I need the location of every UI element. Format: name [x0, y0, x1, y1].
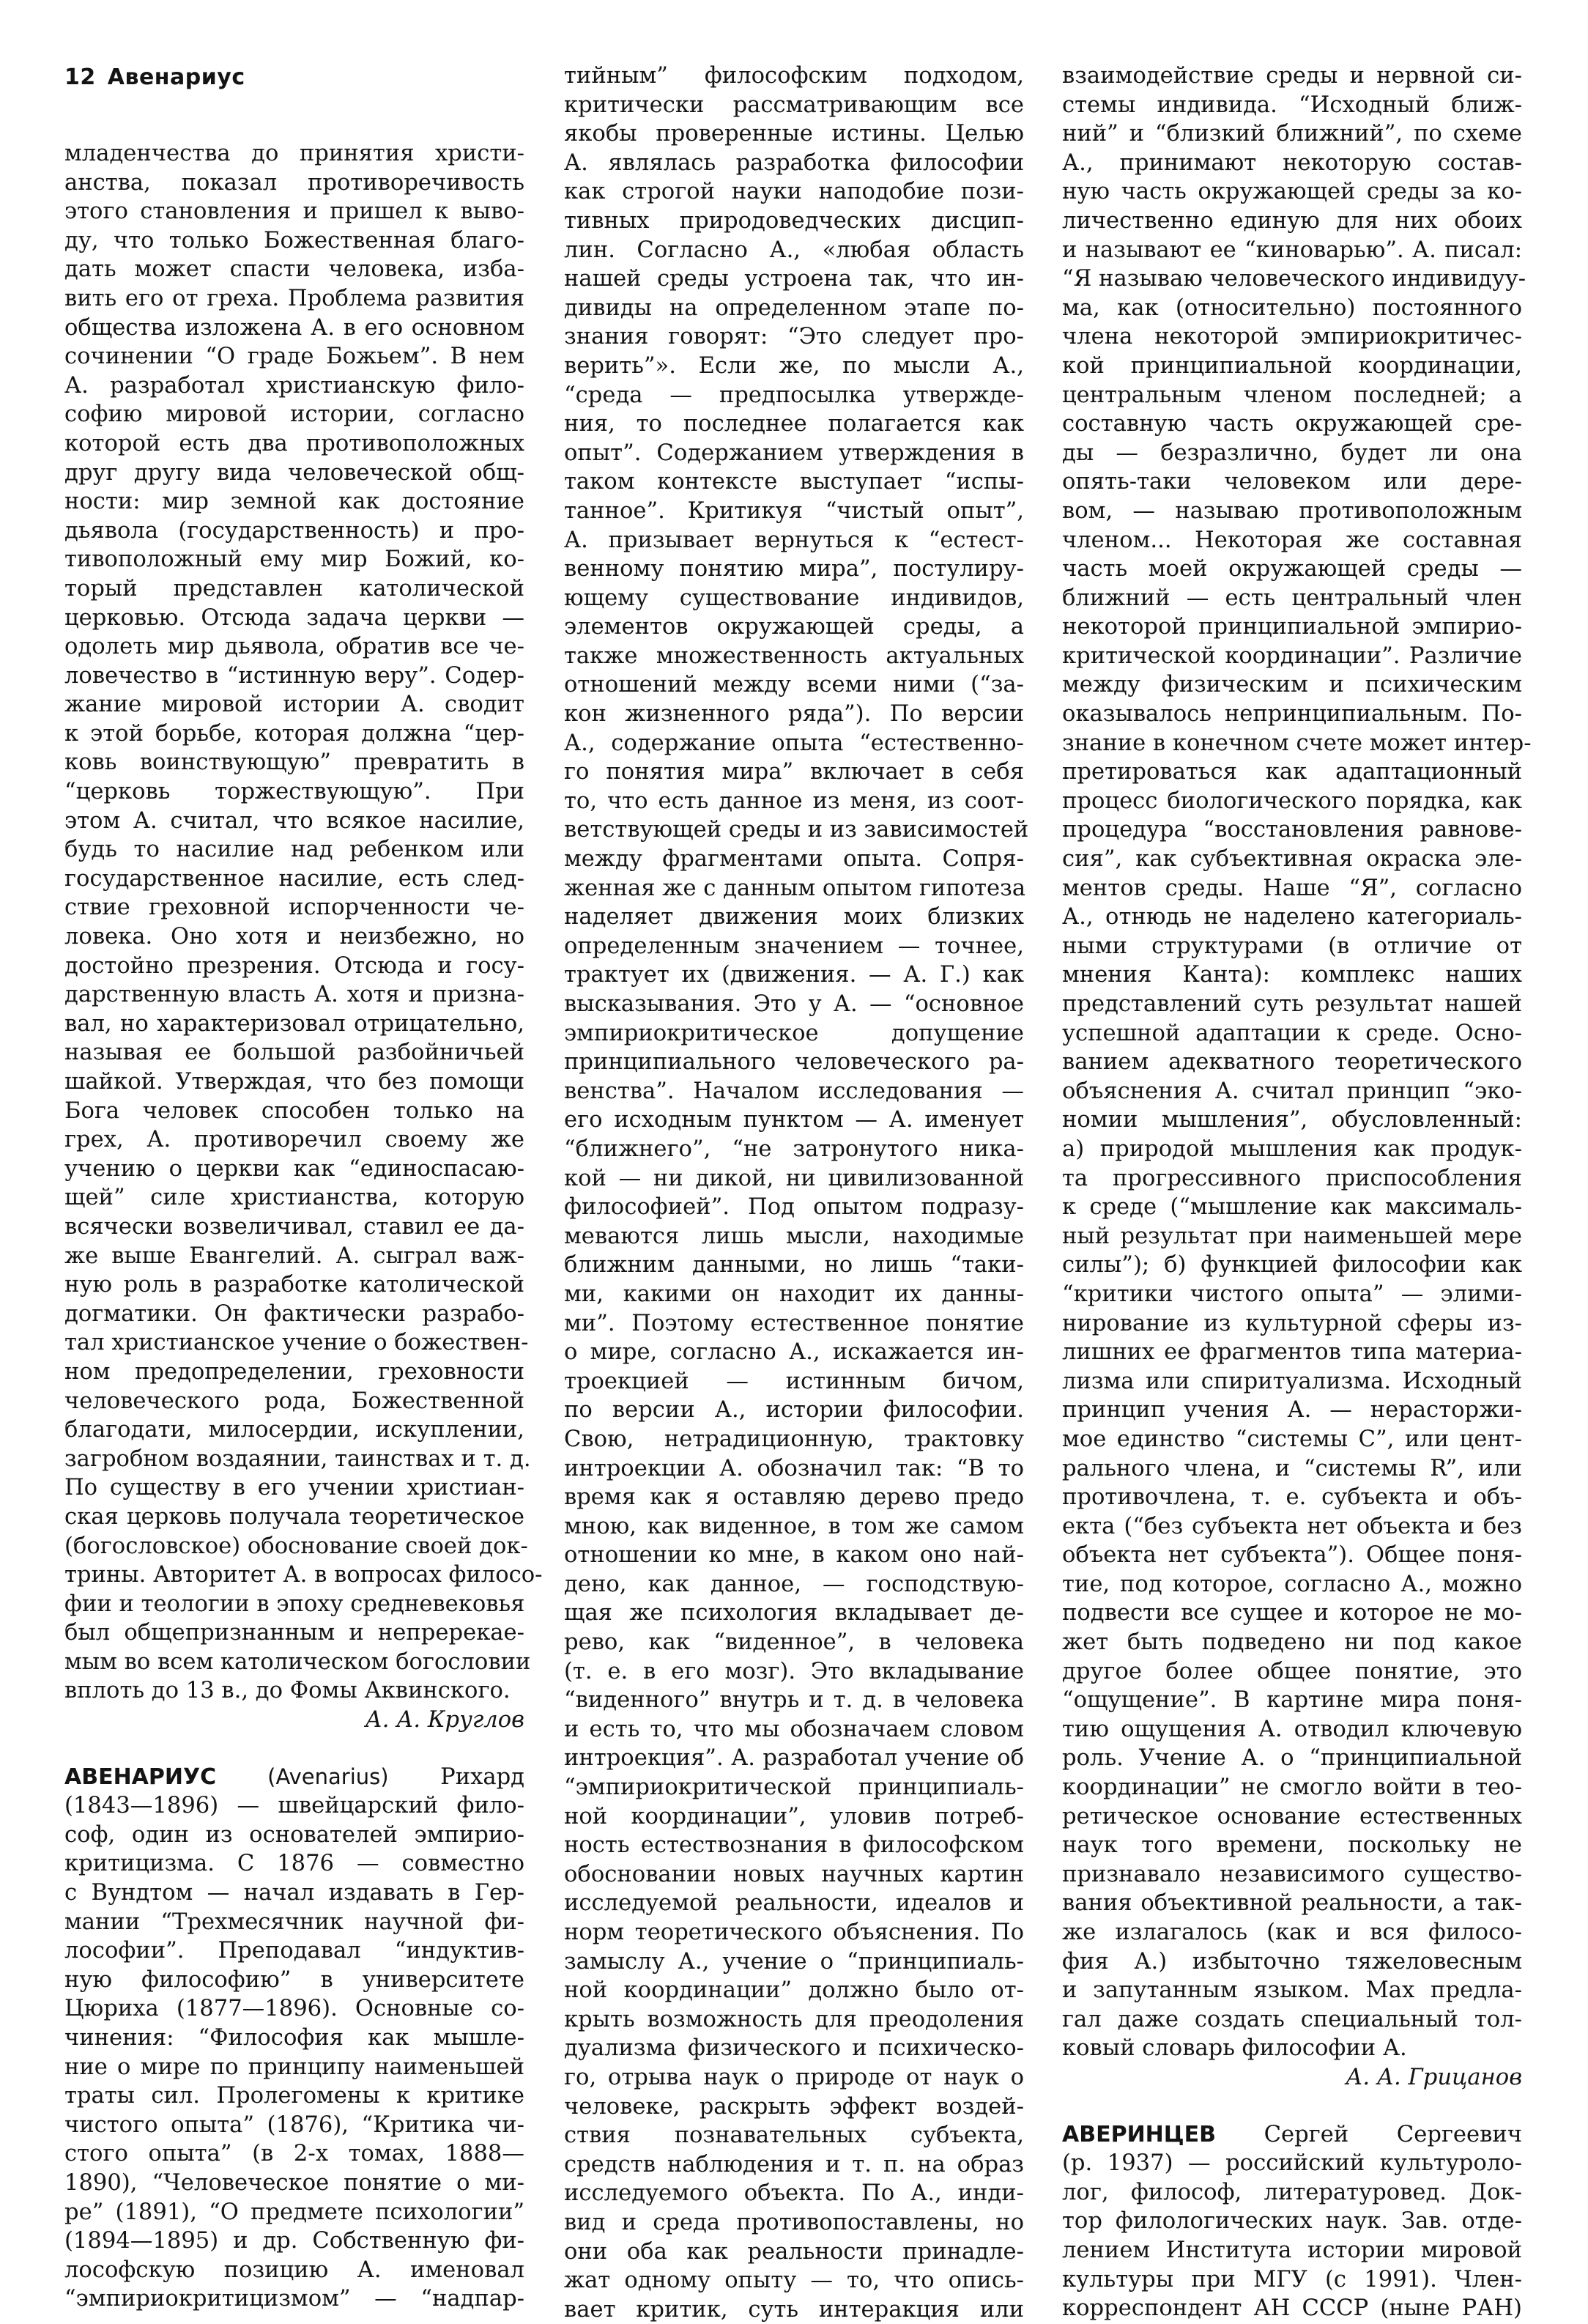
text-line: мною, как виденное, в том же самом: [564, 1513, 1024, 1539]
text-line: и есть то, что мы обозначаем словом: [564, 1716, 1024, 1742]
text-line: танное”. Критикуя “чистый опыт”,: [564, 497, 1024, 524]
text-line: ская церковь получала теоретическое: [64, 1503, 524, 1530]
text-line: и называют ее “киноварью”. А. писал:: [1062, 237, 1522, 263]
running-header: [64, 64, 245, 90]
text-line: замыслу А., учение о “принципиаль-: [564, 1948, 1024, 1975]
text-line: крыть возможность для преодоления: [564, 2006, 1024, 2032]
text-line: человеческого рода, Божественной: [64, 1388, 524, 1414]
text-line: сочинении “О граде Божьем”. В нем: [64, 344, 524, 370]
text-line: [1062, 2120, 1522, 2150]
text-line: его исходным пунктом — А. именует: [564, 1107, 1024, 1133]
text-line: церковью. Отсюда задача церкви —: [64, 604, 524, 631]
text-line: “Я называю человеческого индивидуу-: [1062, 266, 1526, 292]
text-line: лог, философ, литературовед. Док-: [1062, 2179, 1522, 2205]
text-line: чистого опыта” (1876), “Критика чи-: [64, 2112, 524, 2138]
text-line: ду, что только Божественная благо-: [64, 227, 524, 254]
text-line: трактует их (движения. — А. Г.) как: [564, 962, 1024, 988]
text-line: учению о церкви как “единоспасаю-: [64, 1155, 524, 1182]
text-line: мании “Трехмесячник научной фи-: [64, 1909, 524, 1935]
text-line: грех, А. противоречил своему же: [64, 1127, 524, 1153]
text-line: корреспондент АН СССР (ныне РАН): [1062, 2295, 1522, 2322]
text-line: ную роль в разработке католической: [64, 1272, 524, 1298]
text-line: же излагалось (как и вся филосо-: [1062, 1920, 1522, 1945]
text-column-1: [64, 139, 543, 2314]
text-line: ный результат при наименьшей мере: [1062, 1223, 1522, 1249]
text-line: (1843—1896) — швейцарский фило-: [64, 1793, 524, 1819]
text-line: ной координации” должно было от-: [564, 1977, 1024, 2004]
text-column-3: [1062, 62, 1532, 2323]
text-line: ближний — есть центральный член: [1062, 585, 1522, 611]
text-line: объекта нет субъекта”). Общее поня-: [1062, 1542, 1522, 1569]
text-line: кой — ни дикой, ни цивилизованной: [564, 1165, 1024, 1191]
text-line: к этой борьбе, которая должна “цер-: [64, 720, 524, 747]
text-line: А., принимают некоторую состав-: [1062, 149, 1522, 176]
text-line: общества изложена А. в его основном: [64, 314, 524, 341]
text-line: координации” не смогло войти в тео-: [1062, 1775, 1522, 1801]
text-line: загробном воздаянии, таинствах и т. д.: [64, 1446, 531, 1472]
text-line: опыт”. Содержанием утверждения в: [564, 440, 1024, 466]
text-line: как строгой науки наподобие пози-: [564, 179, 1024, 205]
text-line: а) природой мышления как продук-: [1062, 1136, 1522, 1162]
text-line: процесс биологического порядка, как: [1062, 788, 1522, 814]
text-line: “среда — предпосылка утвержде-: [564, 382, 1024, 408]
text-line: анства, показал противоречивость: [64, 169, 524, 196]
text-line: тивоположный ему мир Божий, ко-: [64, 547, 524, 573]
text-line: знания говорят: “Это следует про-: [564, 324, 1024, 350]
text-line: часть моей окружающей среды —: [1062, 556, 1522, 582]
text-line: якобы проверенные истины. Целью: [564, 121, 1024, 147]
text-line: лением Института истории мировой: [1062, 2237, 1522, 2263]
text-line: рево, как “виденное”, в человека: [564, 1629, 1024, 1656]
text-line: вид и среда противопоставлены, но: [564, 2209, 1024, 2235]
text-line: торый представлен католической: [64, 575, 524, 602]
text-line: та прогрессивного приспособления: [1062, 1165, 1522, 1191]
text-line: номии мышления”, обусловленный:: [1062, 1107, 1522, 1133]
text-line: верить”». Если же, по мысли А.,: [564, 352, 1024, 379]
text-line: (т. е. в его мозг). Это вкладывание: [564, 1658, 1024, 1684]
text-line: (р. 1937) — российский культуроло-: [1062, 2150, 1522, 2177]
text-line: объяснения А. считал принцип “эко-: [1062, 1078, 1522, 1104]
text-line: то, что есть данное из меня, из соот-: [564, 788, 1024, 814]
text-line: екта (“без субъекта нет объекта и без: [1062, 1513, 1522, 1539]
text-line: определенным значением — точнее,: [564, 933, 1024, 959]
entry-separator: [64, 1735, 524, 1763]
text-line: ветствующей среды и из зависимостей: [564, 817, 1029, 843]
text-line: ствие греховной испорченности че-: [64, 895, 524, 921]
text-line: члена некоторой эмпириокритичес-: [1062, 324, 1522, 350]
text-line: стого опыта” (в 2-х томах, 1888—: [64, 2141, 524, 2167]
text-line: чинения: “Философия как мышле-: [64, 2025, 524, 2051]
text-line: сия”, как субъективная окраска эле-: [1062, 846, 1522, 873]
text-line: составную часть окружающей сре-: [1062, 411, 1522, 437]
text-line: государственное насилие, есть след-: [64, 865, 524, 892]
text-line: соф, один из основателей эмпирио-: [64, 1821, 524, 1848]
text-line: Свою, нетрадиционную, трактовку: [564, 1426, 1024, 1452]
text-line: А. призывает вернуться к “естест-: [564, 527, 1024, 553]
text-line: друг другу вида человеческой общ-: [64, 459, 524, 486]
text-line: вплоть до 13 в., до Фомы Аквинского.: [64, 1678, 511, 1704]
entry-separator: [1062, 2092, 1522, 2120]
text-line: трины. Авторитет А. в вопросах филосо-: [64, 1562, 543, 1588]
text-line: роль. Учение А. о “принципиальной: [1062, 1745, 1522, 1772]
text-line: (1894—1895) и др. Собственную фи-: [64, 2228, 524, 2254]
text-line: А., содержание опыта “естественно-: [564, 730, 1024, 756]
text-line: подвести все сущее и которое не мо-: [1062, 1600, 1522, 1627]
text-line: знание в конечном счете может интер-: [1062, 730, 1532, 756]
headword-rest: Рихард: [388, 1764, 524, 1790]
text-line: ную часть окружающей среды за ко-: [1062, 179, 1522, 205]
text-line: “эмпириокритической принципиаль-: [564, 1775, 1024, 1801]
text-line: меваются лишь мысли, находимые: [564, 1223, 1024, 1249]
author-signature: А. А. Круглов: [365, 1707, 524, 1733]
text-line: “эмпириокритицизмом” — “надпар-: [64, 2286, 524, 2312]
text-line: противочлена, т. е. субъекта и объ-: [1062, 1484, 1522, 1511]
text-line: дено, как данное, — господствую-: [564, 1571, 1024, 1597]
text-line: другое более общее понятие, это: [1062, 1658, 1522, 1684]
text-line: гал даже создать специальный тол-: [1062, 2006, 1522, 2032]
text-line: ментов среды. Наше “Я”, согласно: [1062, 875, 1522, 901]
text-line: элементов окружающей среды, а: [564, 614, 1024, 640]
text-line: фии и теологии в эпоху средневековья: [64, 1591, 525, 1617]
text-line: благодати, милосердии, искуплении,: [64, 1417, 524, 1443]
text-line: (богословское) обоснование своей док-: [64, 1533, 528, 1559]
text-line: жание мировой истории А. сводит: [64, 692, 524, 718]
text-line: “виденного” внутрь и т. д. в человека: [564, 1687, 1024, 1714]
text-line: лишних ее фрагментов типа материа-: [1062, 1339, 1522, 1366]
text-line: будь то насилие над ребенком или: [64, 837, 524, 863]
text-line: оказывалось непринципиальным. По-: [1062, 701, 1522, 728]
text-line: щая же психология вкладывает де-: [564, 1600, 1024, 1627]
text-line: обосновании новых научных картин: [564, 1861, 1024, 1887]
text-line: к среде (“мышление как максималь-: [1062, 1194, 1522, 1221]
text-line: лин. Согласно А., «любая область: [564, 237, 1024, 263]
text-line: стемы индивида. “Исходный ближ-: [1062, 92, 1522, 118]
text-line: венства”. Началом исследования —: [564, 1078, 1024, 1104]
text-line: наук того времени, поскольку не: [1062, 1832, 1522, 1859]
text-line: по версии А., истории философии.: [564, 1397, 1024, 1424]
text-line: го, отрыва наук о природе от наук о: [564, 2064, 1024, 2090]
text-line: ретическое основание естественных: [1062, 1803, 1522, 1829]
author-signature: А. А. Грицанов: [1346, 2064, 1522, 2090]
text-line: ми, какими он находит их данны-: [564, 1281, 1024, 1307]
text-line: Бога человек способен только на: [64, 1098, 524, 1124]
text-line: время как я оставляю дерево предо: [564, 1484, 1024, 1511]
text-line: нашей среды устроена так, что ин-: [564, 266, 1024, 292]
text-line: дьявола (государственность) и про-: [64, 517, 524, 544]
headword-rest: Сергей Сергеевич: [1215, 2121, 1522, 2147]
text-line: же выше Евангелий. А. сыграл важ-: [64, 1243, 524, 1269]
text-line: центральным членом последней; а: [1062, 382, 1522, 408]
text-line: ды — безразлично, будет ли она: [1062, 440, 1522, 466]
text-line: тал христианское учение о божествен-: [64, 1330, 529, 1356]
text-line: которой есть два противоположных: [64, 430, 524, 456]
text-line: А. являлась разработка философии: [564, 149, 1024, 176]
page-number: 12: [64, 64, 96, 90]
text-line: догматики. Он фактически разрабо-: [64, 1300, 524, 1327]
text-line: вал, но характеризовал отрицательно,: [64, 1010, 524, 1037]
text-line: тор филологических наук. Зав. отде-: [1062, 2208, 1522, 2235]
text-line: человеке, раскрыть эффект воздей-: [564, 2093, 1024, 2120]
text-line: о мире, согласно А., искажается ин-: [564, 1339, 1024, 1366]
text-line: они оба как реальности принадле-: [564, 2238, 1024, 2265]
text-line: ближним данными, но лишь “таки-: [564, 1252, 1024, 1278]
text-line: лософии”. Преподавал “индуктив-: [64, 1938, 524, 1964]
text-line: интроекция”. А. разработал учение об: [564, 1745, 1024, 1772]
text-line: принципиального человеческого ра-: [564, 1049, 1024, 1076]
text-line: ном предопределении, греховности: [64, 1358, 524, 1385]
text-line: вает критик, суть интеракция или: [564, 2296, 1024, 2323]
text-line: ванием адекватного теоретического: [1062, 1049, 1522, 1076]
text-line: также множественность актуальных: [564, 643, 1024, 669]
text-line: тие, под которое, согласно А., можно: [1062, 1571, 1522, 1597]
text-line: успешной адаптации к среде. Осно-: [1062, 1020, 1522, 1046]
text-line: высказывания. Это у А. — “основное: [564, 991, 1024, 1017]
text-line: ную философию” в университете: [64, 1966, 524, 1993]
text-line: младенчества до принятия христи-: [64, 141, 524, 166]
text-line: ность естествознания в философском: [564, 1832, 1024, 1859]
text-line: критической координации”. Различие: [1062, 643, 1522, 669]
text-line: траты сил. Пролегомены к критике: [64, 2083, 524, 2109]
text-line: одолеть мир дьявола, обратив все че-: [64, 634, 524, 660]
text-line: ными структурами (в отличие от: [1062, 933, 1522, 959]
text-line: эмпириокритическое допущение: [564, 1020, 1024, 1046]
text-line: некоторой принципиальной эмпирио-: [1062, 614, 1522, 640]
text-line: ма, как (относительно) постоянного: [1062, 295, 1522, 321]
text-line: называя ее большой разбойничьей: [64, 1040, 524, 1066]
text-line: признавало независимого существо-: [1062, 1861, 1522, 1887]
text-line: лософскую позицию А. именовал: [64, 2257, 524, 2283]
running-title: Авенариус: [107, 64, 245, 90]
text-line: членом... Некоторая же составная: [1062, 527, 1522, 553]
text-line: шайкой. Утверждая, что без помощи: [64, 1069, 524, 1095]
text-line: ловечество в “истинную веру”. Содер-: [64, 662, 524, 689]
text-line: ющему существование индивидов,: [564, 585, 1024, 611]
text-line: нирование из культурной сферы из-: [1062, 1310, 1522, 1336]
text-line: опять-таки человеком или дере-: [1062, 469, 1522, 495]
text-line: мнения Канта): комплекс наших: [1062, 962, 1522, 988]
text-line: всячески возвеличивал, ставил ее да-: [64, 1213, 524, 1240]
text-line: ми”. Поэтому естественное понятие: [564, 1310, 1024, 1336]
text-line: Цюриха (1877—1896). Основные со-: [64, 1996, 524, 2022]
text-line: рального члена, и “системы R”, или: [1062, 1455, 1522, 1481]
text-line: софию мировой истории, согласно: [64, 401, 524, 428]
text-line: “церковь торжествующую”. При: [64, 779, 524, 805]
text-line: го понятия мира” включает в себя: [564, 759, 1024, 785]
text-line: этом А. считал, что всякое насилие,: [64, 807, 524, 834]
text-line: вить его от греха. Проблема развития: [64, 285, 524, 311]
text-line: “ближнего”, “не затронутого ника-: [564, 1136, 1024, 1162]
text-line: культуры при МГУ (с 1991). Член-: [1062, 2266, 1522, 2292]
text-line: интроекции А. обозначил так: “В то: [564, 1455, 1024, 1481]
text-line: ние о мире по принципу наименьшей: [64, 2054, 524, 2080]
text-line: претироваться как адаптационный: [1062, 759, 1522, 785]
text-line: кой принципиальной координации,: [1062, 352, 1522, 379]
text-line: женная же с данным опытом гипотеза: [564, 875, 1026, 901]
text-line: 1890), “Человеческое понятие о ми-: [64, 2169, 524, 2196]
latin-name: (Avenarius): [216, 1764, 389, 1789]
text-line: процедура “восстановления равнове-: [1062, 817, 1522, 843]
text-line: вом, — называю противоположным: [1062, 497, 1522, 524]
text-line: между физическим и психическим: [1062, 672, 1522, 698]
text-line: норм теоретического объяснения. По: [564, 1920, 1024, 1945]
text-line: ний” и “близкий ближний”, по схеме: [1062, 121, 1522, 147]
text-line: дуализма физического и психическо-: [564, 2035, 1024, 2062]
text-line: средств наблюдения и т. п. на образ: [564, 2151, 1024, 2177]
text-line: тийным” философским подходом,: [564, 63, 1024, 89]
text-line: силы”); б) функцией философии как: [1062, 1252, 1522, 1278]
text-line: ловека. Оно хотя и неизбежно, но: [64, 924, 524, 950]
text-line: жет быть подведено ни под какое: [1062, 1629, 1522, 1656]
text-line: [64, 1763, 524, 1792]
text-line: ности: мир земной как достояние: [64, 489, 524, 515]
text-line: фия А.) избыточно тяжеловесным: [1062, 1948, 1522, 1975]
text-line: А., отнюдь не наделено категориаль-: [1062, 904, 1522, 930]
text-line: этого становления и пришел к выво-: [64, 199, 524, 225]
text-line: тивных природоведческих дисцип-: [564, 207, 1024, 234]
text-line: жат одному опыту — то, что опись-: [564, 2268, 1024, 2294]
text-line: А. разработал христианскую фило-: [64, 372, 524, 399]
entry-headword: АВЕРИНЦЕВ: [1062, 2121, 1216, 2147]
text-line: отношении ко мне, в каком оно най-: [564, 1542, 1024, 1569]
text-line: ния, то последнее полагается как: [564, 411, 1024, 437]
text-line: исследуемой реальности, идеалов и: [564, 1890, 1024, 1917]
text-line: ствия познавательных субъекта,: [564, 2123, 1024, 2149]
text-line: кон жизненного ряда”). По версии: [564, 701, 1024, 728]
text-line: вания объективной реальности, а так-: [1062, 1890, 1522, 1917]
text-line: троекцией — истинным бичом,: [564, 1368, 1024, 1394]
text-line: венному понятию мира”, постулиру-: [564, 556, 1024, 582]
text-line: щей” силе христианства, которую: [64, 1185, 524, 1211]
text-line: ре” (1891), “О предмете психологии”: [64, 2199, 524, 2225]
text-line: исследуемого объекта. По А., инди-: [564, 2180, 1024, 2207]
text-line: ковь воинствующую” превратить в: [64, 750, 524, 776]
text-line: ковый словарь философии А.: [1062, 2035, 1407, 2062]
text-line: представлений суть результат нашей: [1062, 991, 1522, 1017]
text-line: достойно презрения. Отсюда и госу-: [64, 952, 524, 979]
text-line: дарственную власть А. хотя и призна-: [64, 982, 524, 1008]
entry-headword: АВЕНАРИУС: [64, 1764, 217, 1790]
text-line: наделяет движения моих близких: [564, 904, 1024, 930]
text-line: критицизма. С 1876 — совместно: [64, 1851, 524, 1877]
text-line: тию ощущения А. отводил ключевую: [1062, 1716, 1522, 1742]
text-line: был общепризнанным и непререкае-: [64, 1620, 524, 1646]
text-line: лизма или спиритуализма. Исходный: [1062, 1368, 1522, 1394]
text-line: “критики чистого опыта” — элими-: [1062, 1281, 1522, 1307]
text-line: критически рассматривающим все: [564, 92, 1024, 118]
text-line: между фрагментами опыта. Сопря-: [564, 846, 1024, 873]
text-line: философией”. Под опытом подразу-: [564, 1194, 1024, 1221]
text-line: мым во всем католическом богословии: [64, 1648, 531, 1675]
text-column-2: [564, 62, 1029, 2324]
text-line: дать может спасти человека, изба-: [64, 256, 524, 283]
text-line: ной координации”, уловив потреб-: [564, 1803, 1024, 1829]
text-line: личественно единую для них обоих: [1062, 207, 1522, 234]
text-line: взаимодействие среды и нервной си-: [1062, 63, 1522, 89]
text-line: с Вундтом — начал издавать в Гер-: [64, 1880, 524, 1906]
text-line: мое единство “системы С”, или цент-: [1062, 1426, 1522, 1452]
text-line: и запутанным языком. Мах предла-: [1062, 1977, 1522, 2004]
text-line: дивиды на определенном этапе по-: [564, 295, 1024, 321]
text-line: “ощущение”. В картине мира поня-: [1062, 1687, 1522, 1714]
text-line: отношений между всеми ними (“за-: [564, 672, 1024, 698]
text-line: таком контексте выступает “испы-: [564, 469, 1024, 495]
text-line: По существу в его учении христиан-: [64, 1475, 524, 1501]
text-line: принцип учения А. — нерасторжи-: [1062, 1397, 1522, 1424]
